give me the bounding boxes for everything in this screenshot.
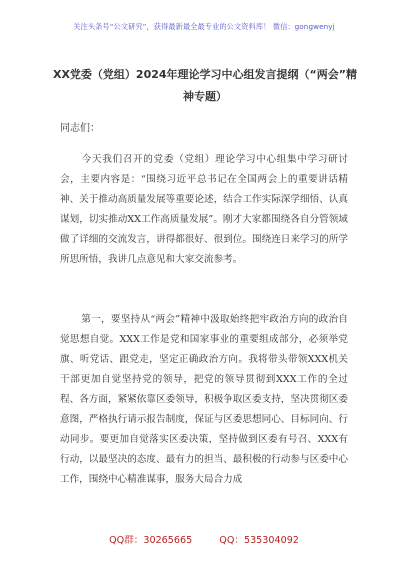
paragraph-first-point: [60, 310, 348, 490]
footer-qq: QQ：535304092: [219, 535, 299, 546]
document-title: XX党委（党组）2024年理论学习中心组发言提纲（“两会”精神专题）: [52, 68, 358, 103]
paragraph-first-point-text: 第一，要坚持从“两会”精神中汲取始终把牢政治方向的政治自觉思想自觉。XXX工作是党和国家事业的重要组成部分，必须举党旗、听党话、跟党走，坚定正确政治方向。我将带头带领XXX机关干部更加自觉坚持党的领导，把党的领导贯彻到XXX工作的全过程、各方面，紧紧依靠区委领导，积极争取区委支持，坚决贯彻区委意图，严格执行请示报告制度，保证与区委思想同心、目标同向、行动同步。要更加自觉落实区委决策，坚持做到区委有号召、XXX有行动，以最坚决的态度、最有力的担当、最积极的行动参与区委中心工作，围绕中心精准谋事，服务大局合力成: [60, 314, 348, 485]
header-notice: 关注头条号“公文研究”，获得最新最全最专业的公文资料库！ 微信：gongwenyj: [73, 22, 335, 31]
footer-contact: [0, 532, 408, 546]
salutation: 同志们：: [60, 123, 100, 134]
footer-qq-group: QQ群：30265665: [109, 535, 193, 546]
paragraph-intro-text: 今天我们召开的党委（党组）理论学习中心组集中学习研讨会，主要内容是：“围绕习近平总书记在全国两会上的重要讲话精神、关于推动高质量发展等重要论述，结合工作实际深学细悟、认真谋划，切实推动XX工作高质量发展”。刚才大家都围绕各自分管领域做了详细的交流发言，讲得都很好、很到位。围绕连日来学习的所学所思所悟，我讲几点意见和大家交流参考。: [60, 154, 348, 265]
paragraph-intro: [60, 150, 348, 270]
